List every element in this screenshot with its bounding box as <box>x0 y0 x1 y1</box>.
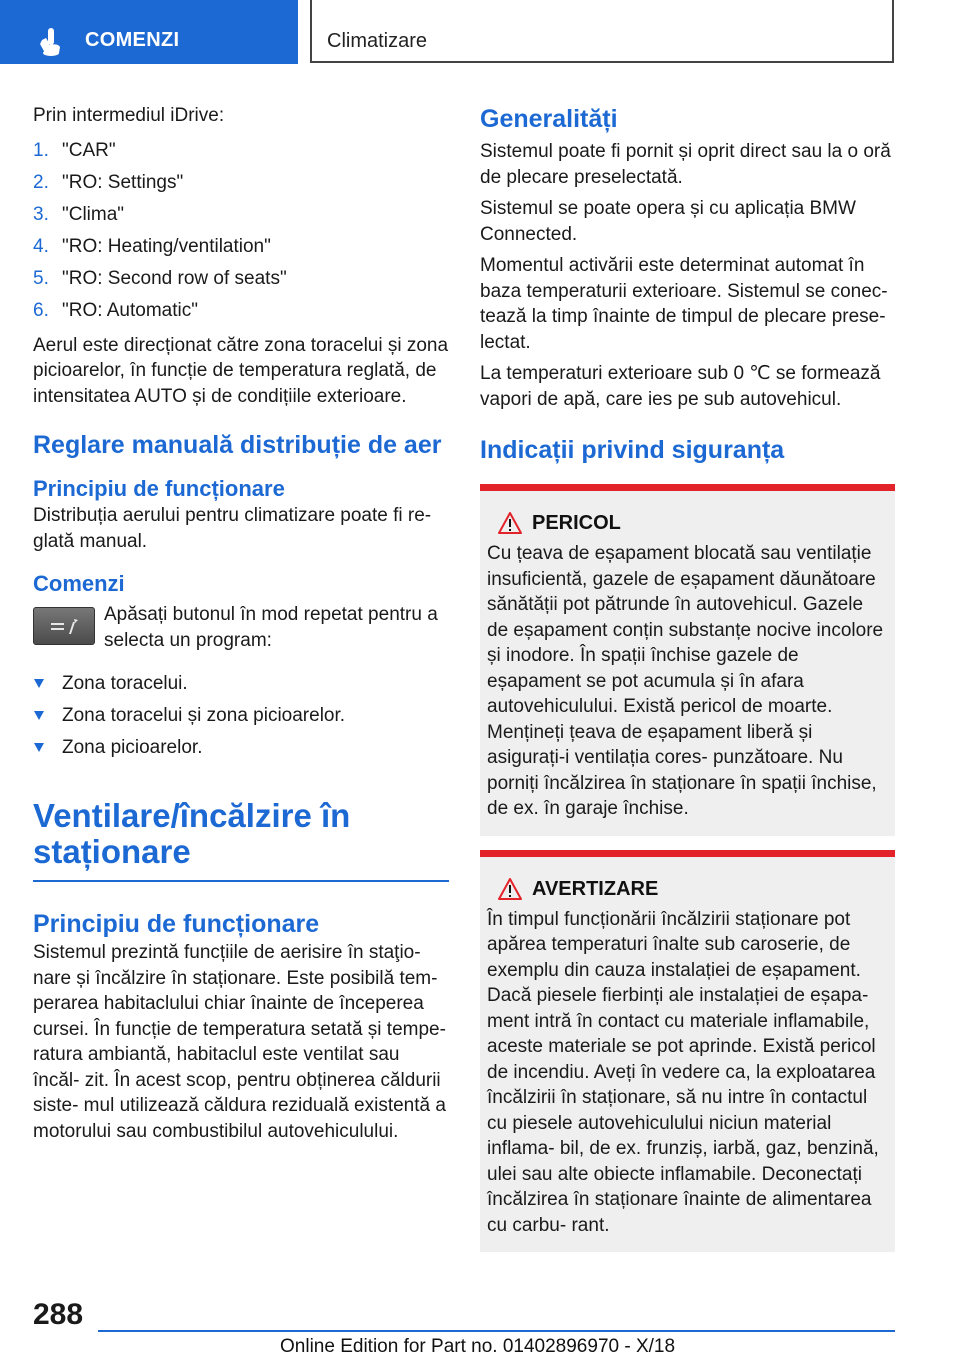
heading-principle-2: Principiu de funcționare <box>33 910 320 938</box>
danger-bar <box>480 484 895 491</box>
heading-principle: Principiu de funcționare <box>33 476 285 501</box>
warning-triangle-icon <box>498 878 522 900</box>
list-item <box>33 700 449 732</box>
step-text: "Clima" <box>62 203 125 225</box>
general-paragraph: La temperaturi exterioare sub 0 ℃ se formează vapori de apă, care ies pe sub autovehicul. <box>480 363 881 410</box>
step-text: "RO: Settings" <box>62 171 184 193</box>
warning-label: AVERTIZARE <box>532 877 659 900</box>
control-row <box>33 602 449 668</box>
warning-triangle-icon <box>498 512 522 534</box>
program-list <box>33 668 449 764</box>
page-number: 288 <box>33 1298 84 1331</box>
step-number: 1. <box>33 139 49 161</box>
triangle-bullet-icon <box>34 679 44 688</box>
list-item <box>33 668 449 700</box>
warning-bar <box>480 850 895 857</box>
general-paragraph: Sistemul poate fi pornit și oprit direct sau la o oră de plecare preselectată. <box>480 141 891 188</box>
idrive-steps <box>33 135 449 327</box>
heading-manual-distribution: Reglare manuală distribuție de aer <box>33 431 442 459</box>
triangle-bullet-icon <box>34 743 44 752</box>
step-text: "RO: Automatic" <box>62 299 198 321</box>
controls-text: Apăsați butonul în mod repetat pentru a selecta un program: <box>104 604 438 651</box>
heading-controls: Comenzi <box>33 571 125 596</box>
heading-general: Generalități <box>480 105 618 133</box>
list-item <box>33 167 449 199</box>
step-text: "CAR" <box>62 139 116 161</box>
intro-text: Prin intermediul iDrive: <box>33 105 225 126</box>
step-text: "RO: Second row of seats" <box>62 267 287 289</box>
edition-text: Online Edition for Part no. 01402896970 - X/18 <box>280 1336 676 1357</box>
right-column <box>480 103 895 1252</box>
triangle-bullet-icon <box>34 711 44 720</box>
danger-label: PERICOL <box>532 512 621 534</box>
principle-text: Distribuția aerului pentru climatizare poate fi re- glată manual. <box>33 505 432 552</box>
footer-divider <box>98 1330 895 1332</box>
section-header <box>310 0 894 63</box>
list-item <box>33 732 449 764</box>
left-column <box>33 103 449 1144</box>
danger-box <box>480 484 895 836</box>
section-title: Climatizare <box>327 30 428 52</box>
warning-text: În timpul funcționării încălzirii staționare pot apărea temperaturi înalte sub caroserie, de exemplu din cauza instalației de eșapament. Dacă piesele fierbinți ale instalației de eșapa- ment intră în contact cu materiale inflamabile, aceste materiale se pot aprinde. Există pericol de incendiu. Aveți în vedere ca, la exploatarea încălzirii în staționare, să nu intre în contactul cu piesele autovehiculului niciun material inflama- bil, de ex. frunziș, iarbă, gaz, benzină, ulei sau alte obiecte inflamabile. Deconectați încălzirea în staționare înainte de alimentarea cu carbu- rant. <box>487 908 879 1236</box>
heading-stationary-heating: Ventilare/încălzire în staționare <box>33 797 351 870</box>
step-number: 6. <box>33 299 49 321</box>
step-number: 3. <box>33 203 49 225</box>
system-text: Sistemul prezintă funcțiile de aerisire în staţio- nare și încălzire în staționare. Este posibilă tem- perarea habitaclului chiar înainte de începerea cursei. În funcție de temperatura setată și tempe- ratura ambiantă, habitaclul este ventilat sau încăl- zit. În acest scop, pentru obținerea căldurii siste- mul utilizează căldura reziduală existentă a motorului sau combustibilul autovehiculului. <box>33 942 446 1142</box>
list-item <box>33 295 449 327</box>
list-item <box>33 231 449 263</box>
warning-box <box>480 850 895 1253</box>
program-text: Zona picioarelor. <box>62 737 203 758</box>
program-text: Zona toracelui și zona picioarelor. <box>62 705 346 726</box>
program-text: Zona toracelui. <box>62 673 188 694</box>
danger-text: Cu țeava de eșapament blocată sau ventilație insuficientă, gazele de eșapament dăunătoare sănătății pot pătrunde în autovehicul. Gazele de eșapament conțin substanțe nocive incolore și inodore. În spații închise gazele de eșapament se pot acumula și în afara autovehiculului. Există pericol de moarte. Mențineți țeava de eșapament liberă și asigurați-i ventilația cores- punzătoare. Nu porniți încălzirea în staționare în spații închise, de ex. în garaje închise. <box>487 543 884 819</box>
header-tab[interactable] <box>0 0 298 64</box>
step-text: "RO: Heating/ventilation" <box>62 235 271 257</box>
air-distribution-text: Aerul este direcționat către zona toracelui și zona picioarelor, în funcție de temperatura reglată, de intensitatea AUTO și de condițiile exterioare. <box>33 334 449 407</box>
general-paragraph: Sistemul se poate opera și cu aplicația BMW Connected. <box>480 198 856 245</box>
list-item <box>33 135 449 167</box>
step-number: 5. <box>33 267 49 289</box>
step-number: 4. <box>33 235 49 257</box>
heading-safety: Indicații privind siguranța <box>480 436 785 464</box>
list-item <box>33 263 449 295</box>
air-distribution-icon <box>34 608 94 644</box>
air-distribution-button[interactable] <box>33 607 95 645</box>
general-paragraph: Momentul activării este determinat automat în baza temperaturii exterioare. Sistemul se conec- tează la timp înainte de timpul de plecare prese- lectat. <box>480 255 888 353</box>
hand-pointer-icon <box>36 26 66 56</box>
list-item <box>33 199 449 231</box>
header-tab-label: COMENZI <box>85 29 180 51</box>
step-number: 2. <box>33 171 49 193</box>
heading-divider <box>33 880 449 882</box>
